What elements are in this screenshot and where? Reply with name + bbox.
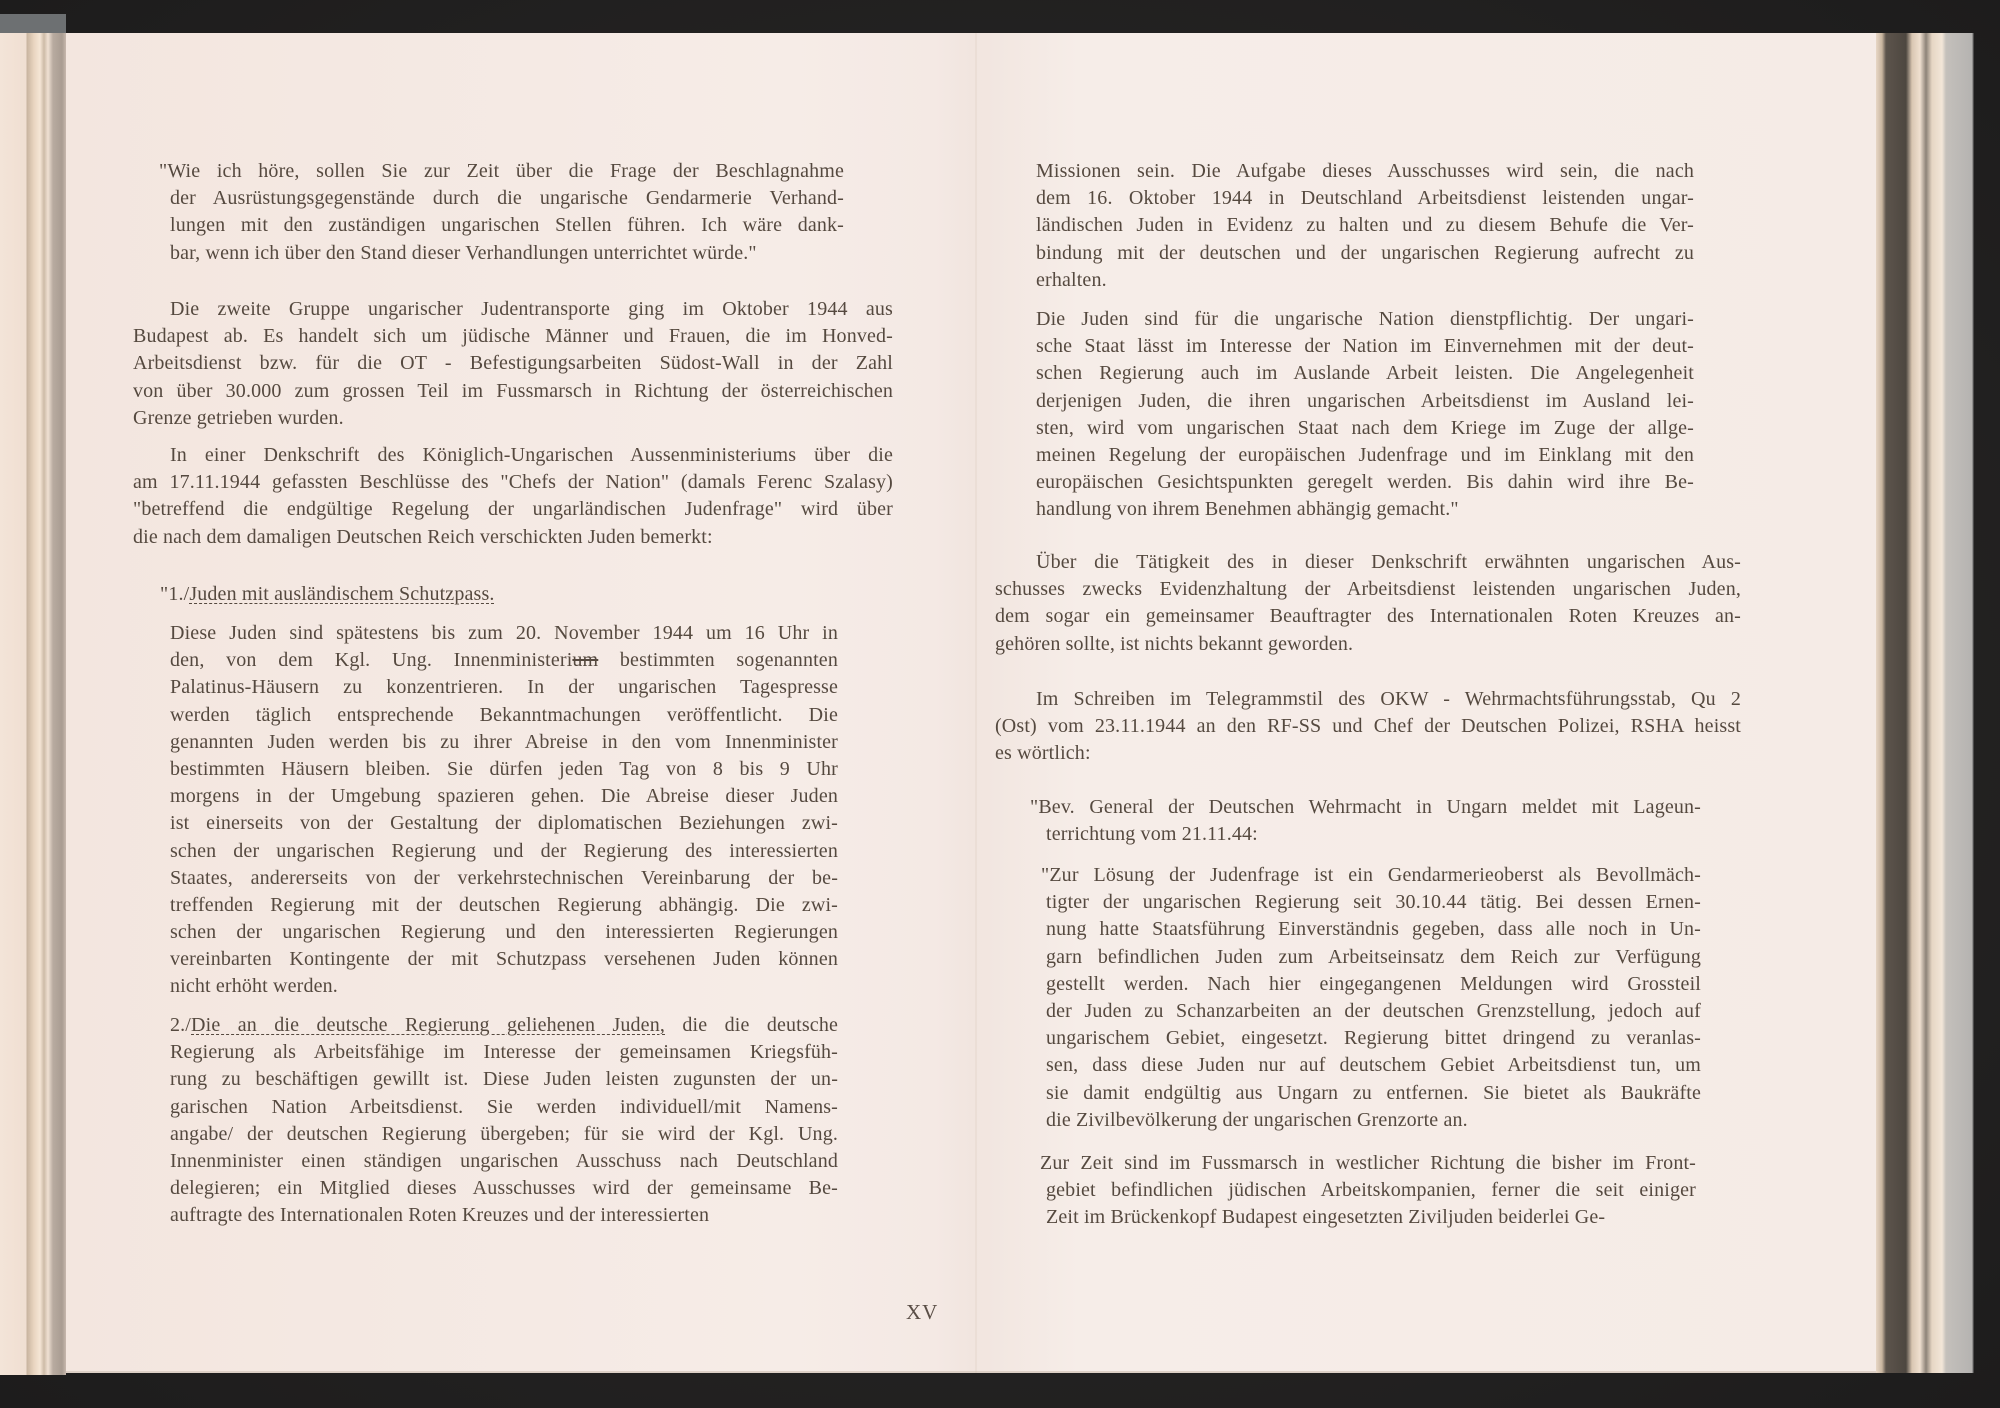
text-line: Missionen sein. Die Aufgabe dieses Ausschusses wird sein, die nach	[1036, 160, 1694, 182]
text-line: dem sogar ein gemeinsamer Beauftragter des Internationalen Roten Kreuzes an-	[995, 605, 1741, 628]
right-paragraph-judenfrage	[1041, 862, 1701, 1134]
right-paragraph-missionen	[1036, 158, 1694, 294]
text-line: (Ost) vom 23.11.1944 an den RF-SS und Chef der Deutschen Polizei, RSHA heisst	[995, 715, 1741, 738]
underlined-heading: Die an die deutsche Regierung geliehenen Juden,	[191, 1014, 666, 1036]
text-line: nung hatte Staatsführung Einverständnis gegeben, dass alle noch in Un-	[1046, 918, 1701, 941]
left-paragraph-schutzpass	[170, 620, 838, 1001]
left-paragraph-second-group	[133, 296, 893, 432]
text-line: europäischen Gesichtspunkten geregelt werden. Bis dahin wird ihre Be-	[1036, 471, 1694, 494]
struck-text: um	[572, 649, 599, 672]
right-paragraph-dienstpflichtig	[1036, 306, 1694, 524]
text-segment: 2./	[170, 1014, 192, 1036]
text-line: dem 16. Oktober 1944 in Deutschland Arbeitsdienst leistenden ungar-	[1036, 187, 1694, 210]
text-segment: die die deutsche	[665, 1014, 838, 1036]
book-gutter	[975, 33, 977, 1373]
text-segment: den, von dem Kgl. Ung. Innenministeri	[170, 649, 573, 672]
text-line: schusses zwecks Evidenzhaltung der Arbeitsdienst leistenden ungarischen Juden,	[995, 578, 1741, 601]
text-line: Die Juden sind für die ungarische Nation dienstpflichtig. Der ungari-	[1036, 308, 1694, 330]
text-line: Palatinus-Häusern zu konzentrieren. In der ungarischen Tagespresse	[170, 676, 838, 699]
text-segment: bestimmten sogenannten	[598, 649, 838, 672]
text-line: Innenminister einen ständigen ungarischen Ausschuss nach Deutschland	[170, 1149, 838, 1172]
text-line: rung zu beschäftigen gewillt ist. Diese Juden leisten zugunsten der un-	[170, 1068, 838, 1091]
text-line: Über die Tätigkeit des in dieser Denkschrift erwähnten ungarischen Aus-	[1036, 551, 1741, 573]
text-line: "Bev. General der Deutschen Wehrmacht in Ungarn meldet mit Lageun-	[1030, 796, 1701, 818]
text-line: ist einerseits von der Gestaltung der diplomatischen Beziehungen zwi-	[170, 812, 838, 835]
text-line: angabe/ der deutschen Regierung übergeben; für sie wird der Kgl. Ung.	[170, 1122, 838, 1145]
text-line: Budapest ab. Es handelt sich um jüdische Männer und Frauen, die im Honved-	[133, 325, 893, 348]
text-line: die Zivilbevölkerung der ungarischen Grenzorte an.	[1046, 1108, 1468, 1131]
left-page-stack-edge	[0, 33, 66, 1375]
text-line: "betreffend die endgültige Regelung der ungarländischen Judenfrage" wird über	[133, 498, 893, 521]
text-line: garn befindlichen Juden zum Arbeitseinsatz dem Reich zur Verfügung	[1046, 945, 1701, 968]
text-line: gestellt werden. Nach hier eingegangenen Meldungen wird Grossteil	[1046, 972, 1701, 995]
text-line: tigter der ungarischen Regierung seit 30.10.44 tätig. Bei dessen Ernen-	[1046, 891, 1701, 914]
right-paragraph-bev-general	[1030, 794, 1701, 848]
text-line: es wörtlich:	[995, 742, 1091, 765]
text-line: Die zweite Gruppe ungarischer Judentransporte ging im Oktober 1944 aus	[170, 298, 893, 320]
text-line: derjenigen Juden, die ihren ungarischen Arbeitsdienst im Ausland lei-	[1036, 389, 1694, 412]
text-line: treffenden Regierung mit der deutschen Regierung abhängig. Die zwi-	[170, 893, 838, 916]
text-line: sie damit endgültig aus Ungarn zu entfernen. Sie bietet als Baukräfte	[1046, 1081, 1701, 1104]
text-line: Regierung als Arbeitsfähige im Interesse der gemeinsamen Kriegsfüh-	[170, 1041, 838, 1064]
page-number: XV	[906, 1300, 939, 1324]
left-paragraph-denkschrift	[133, 442, 893, 551]
text-line: Zeit im Brückenkopf Budapest eingesetzten Ziviljuden beiderlei Ge-	[1046, 1206, 1606, 1229]
right-paragraph-fussmarsch	[1040, 1150, 1696, 1232]
text-line: die nach dem damaligen Deutschen Reich verschickten Juden bemerkt:	[133, 525, 713, 548]
text-line: Grenze getrieben wurden.	[133, 406, 344, 429]
text-line: ländischen Juden in Evidenz zu halten und zu diesem Behufe die Ver-	[1036, 214, 1694, 237]
text-line: gebiet befindlichen jüdischen Arbeitskompanien, ferner die seit einiger	[1046, 1179, 1696, 1202]
text-line: auftragte des Internationalen Roten Kreuzes und der interessierten	[170, 1204, 710, 1227]
text-line: handlung von ihrem Benehmen abhängig gemacht."	[1036, 498, 1459, 521]
text-line: bestimmten Häusern bleiben. Sie dürfen jeden Tag von 8 bis 9 Uhr	[170, 757, 838, 780]
text-line: erhalten.	[1036, 268, 1107, 291]
text-line: schen der ungarischen Regierung und den interessierten Regierungen	[170, 921, 838, 944]
text-line: Im Schreiben im Telegrammstil des OKW - Wehrmachtsführungsstab, Qu 2	[1036, 688, 1741, 710]
text-line: gehören sollte, ist nichts bekannt geworden.	[995, 632, 1354, 655]
text-line	[160, 581, 580, 608]
text-line	[170, 1012, 838, 1039]
text-line: In einer Denkschrift des Königlich-Ungarischen Aussenministeriums über die	[170, 444, 893, 466]
text-line: "Zur Lösung der Judenfrage ist ein Gendarmerieoberst als Bevollmäch-	[1041, 864, 1701, 886]
text-line: morgens in der Umgebung spazieren gehen. Die Abreise dieser Juden	[170, 785, 838, 808]
text-line: sen, dass diese Juden nur auf deutschem Gebiet Arbeitsdienst tun, um	[1046, 1054, 1701, 1077]
text-segment: "1./	[160, 583, 190, 605]
right-paragraph-taetigkeit	[995, 549, 1741, 658]
text-line: garischen Nation Arbeitsdienst. Sie werden individuell/mit Namens-	[170, 1095, 838, 1118]
text-line: werden täglich entsprechende Bekanntmachungen veröffentlicht. Die	[170, 703, 838, 726]
text-line: sten, wird vom ungarischen Staat nach dem Kriege im Zuge der allge-	[1036, 416, 1694, 439]
left-paragraph-section-2	[170, 1012, 838, 1230]
text-line: terrichtung vom 21.11.44:	[1046, 823, 1258, 846]
text-line: lungen mit den zuständigen ungarischen Stellen führen. Ich wäre dank-	[170, 214, 844, 237]
text-line: schen der ungarischen Regierung und der Regierung des interessierten	[170, 839, 838, 862]
text-line: der Ausrüstungsgegenstände durch die ungarische Gendarmerie Verhand-	[170, 187, 844, 210]
text-line: bindung mit der deutschen und der ungarischen Regierung aufrecht zu	[1036, 241, 1694, 264]
text-line: Diese Juden sind spätestens bis zum 20. November 1944 um 16 Uhr in	[170, 622, 838, 644]
text-line: Staates, andererseits von der verkehrstechnischen Vereinbarung der be-	[170, 866, 838, 889]
right-page-stack-edge	[1876, 33, 1974, 1373]
text-line: sche Staat lässt im Interesse der Nation im Einvernehmen mit der deut-	[1036, 335, 1694, 358]
text-line: der Juden zu Schanzarbeiten an der deutschen Grenzstellung, jedoch auf	[1046, 999, 1701, 1022]
text-line: bar, wenn ich über den Stand dieser Verhandlungen unterrichtet würde."	[170, 241, 757, 264]
text-line: genannten Juden werden bis zu ihrer Abreise in den vom Innenminister	[170, 730, 838, 753]
left-paragraph-quote	[159, 158, 844, 267]
text-line: ungarischem Gebiet, eingesetzt. Regierung bittet dringend zu veranlas-	[1046, 1027, 1701, 1050]
book-cover-edge	[0, 14, 66, 34]
text-line: vereinbarten Kontingente der mit Schutzpass versehenen Juden können	[170, 948, 838, 971]
left-section-heading-1	[160, 581, 580, 608]
text-line: am 17.11.1944 gefassten Beschlüsse des "Chefs der Nation" (damals Ferenc Szalasy)	[133, 471, 893, 494]
text-line: Arbeitsdienst bzw. für die OT - Befestigungsarbeiten Südost-Wall in der Zahl	[133, 352, 893, 375]
text-line	[170, 647, 838, 674]
text-line: von über 30.000 zum grossen Teil im Fussmarsch in Richtung der österreichischen	[133, 379, 893, 402]
right-paragraph-okw	[995, 686, 1741, 768]
text-line: delegieren; ein Mitglied dieses Ausschusses wird der gemeinsame Be-	[170, 1177, 838, 1200]
text-line: schen Regierung auch im Auslande Arbeit leisten. Die Angelegenheit	[1036, 362, 1694, 385]
underlined-heading: Juden mit ausländischem Schutzpass.	[189, 583, 495, 605]
text-line: "Wie ich höre, sollen Sie zur Zeit über die Frage der Beschlagnahme	[159, 160, 844, 182]
text-line: Zur Zeit sind im Fussmarsch in westlicher Richtung die bisher im Front-	[1040, 1152, 1696, 1174]
text-line: nicht erhöht werden.	[170, 975, 338, 998]
text-line: meinen Regelung der europäischen Judenfrage und im Einklang mit den	[1036, 443, 1694, 466]
